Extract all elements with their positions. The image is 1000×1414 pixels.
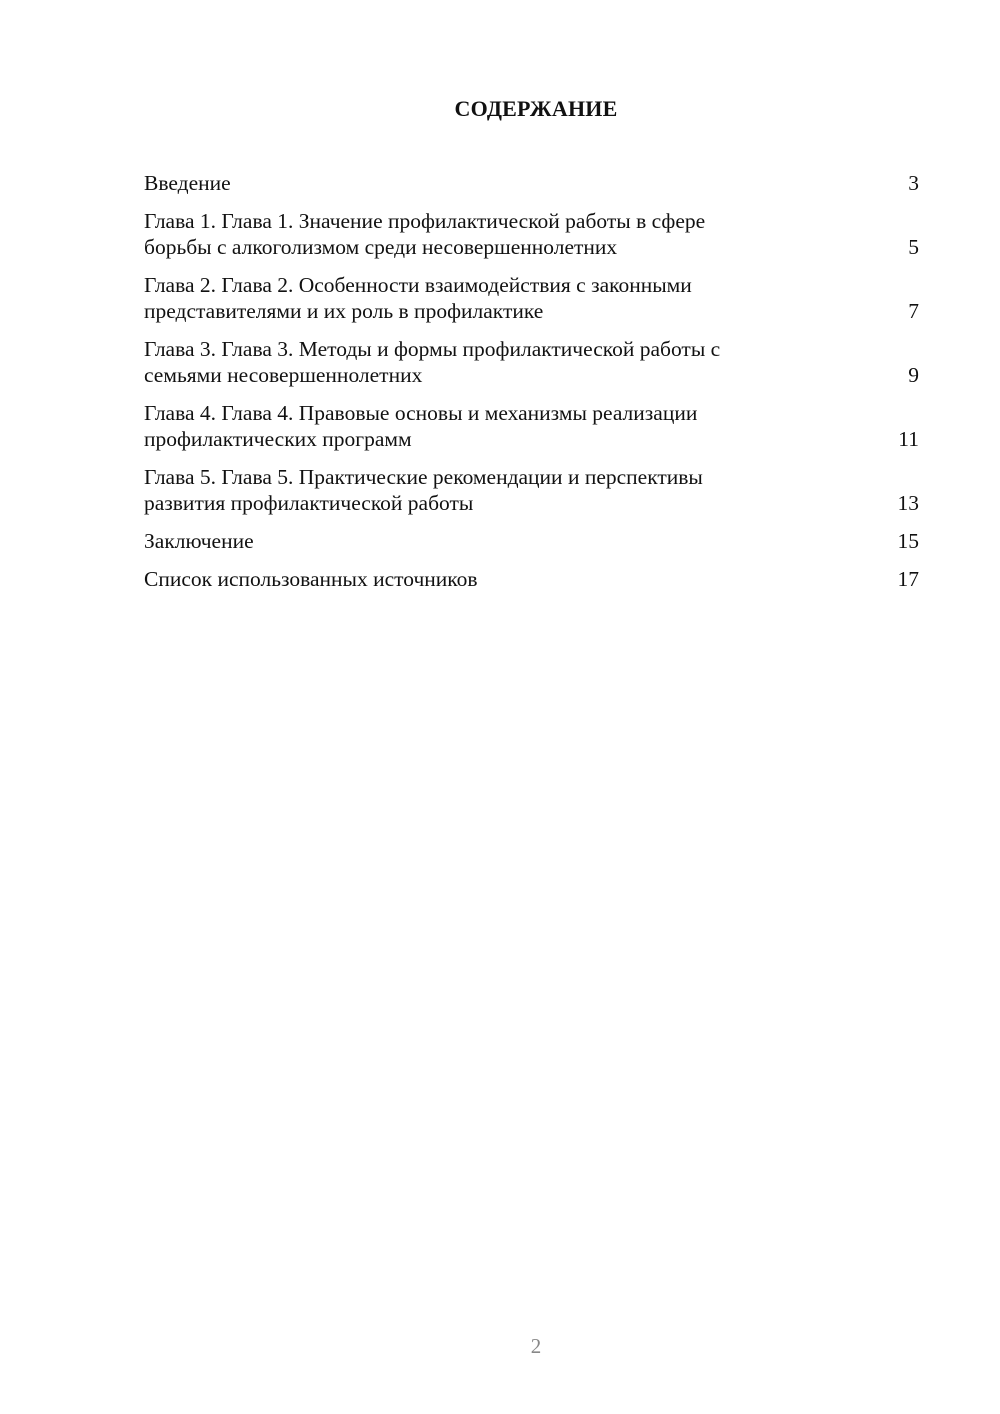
- toc-entry-line: развития профилактической работы: [144, 491, 474, 515]
- toc-entry-page-number: 15: [897, 529, 919, 553]
- toc-entry-line: Заключение: [144, 529, 254, 553]
- toc-entry-line: семьями несовершеннолетних: [144, 363, 423, 387]
- toc-entry-introduction: [144, 170, 919, 196]
- toc-entry-page-number: 5: [908, 235, 919, 259]
- toc-entry-text: [144, 272, 834, 324]
- table-of-contents: [144, 170, 919, 604]
- toc-entry-line: представителями и их роль в профилактике: [144, 299, 544, 323]
- toc-entry-line: профилактических программ: [144, 427, 412, 451]
- toc-entry-text: [144, 528, 834, 554]
- toc-entry-text: [144, 464, 834, 516]
- toc-entry-page-number: 7: [908, 299, 919, 323]
- toc-entry-line: Глава 3. Глава 3. Методы и формы профилактической работы с: [144, 337, 721, 361]
- toc-entry-text: [144, 208, 834, 260]
- toc-entry-page-number: 17: [897, 567, 919, 591]
- toc-entry-text: [144, 170, 834, 196]
- toc-entry-page-number: 11: [898, 427, 919, 451]
- toc-entry-line: Глава 2. Глава 2. Особенности взаимодействия с законными: [144, 273, 692, 297]
- toc-entry-line: Введение: [144, 171, 231, 195]
- toc-entry-references: [144, 566, 919, 592]
- toc-entry-text: [144, 400, 834, 452]
- page-number: 2: [530, 1334, 542, 1358]
- toc-entry-text: [144, 566, 834, 592]
- toc-entry-line: Список использованных источников: [144, 567, 478, 591]
- toc-entry-text: [144, 336, 834, 388]
- toc-entry-line: Глава 4. Глава 4. Правовые основы и механизмы реализации: [144, 401, 698, 425]
- toc-entry-page-number: 13: [897, 491, 919, 515]
- toc-entry-chapter-3: [144, 336, 919, 388]
- toc-title: СОДЕРЖАНИЕ: [454, 96, 618, 121]
- toc-entry-page-number: 9: [908, 363, 919, 387]
- toc-entry-chapter-2: [144, 272, 919, 324]
- toc-entry-line: Глава 5. Глава 5. Практические рекомендации и перспективы: [144, 465, 703, 489]
- toc-entry-chapter-1: [144, 208, 919, 260]
- toc-entry-chapter-5: [144, 464, 919, 516]
- toc-entry-page-number: 3: [908, 171, 919, 195]
- toc-entry-conclusion: [144, 528, 919, 554]
- toc-entry-chapter-4: [144, 400, 919, 452]
- toc-entry-line: Глава 1. Глава 1. Значение профилактической работы в сфере: [144, 209, 706, 233]
- toc-entry-line: борьбы с алкоголизмом среди несовершеннолетних: [144, 235, 618, 259]
